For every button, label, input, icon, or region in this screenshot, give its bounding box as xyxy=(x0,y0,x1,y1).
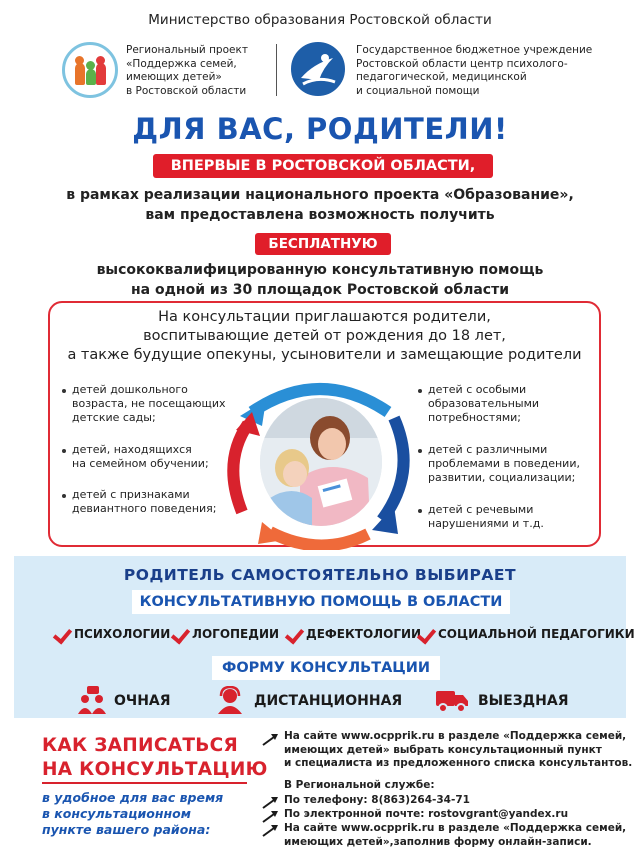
first-in-region-badge: ВПЕРВЫЕ В РОСТОВСКОЙ ОБЛАСТИ, xyxy=(153,154,493,178)
project-line: Региональный проект xyxy=(126,44,248,56)
checkmark-icon xyxy=(286,625,304,641)
signup-heading xyxy=(42,734,268,782)
bullet-text: детей, находящихся xyxy=(72,443,192,456)
free-badge: БЕСПЛАТНУЮ xyxy=(255,233,391,255)
bullet-item-right xyxy=(418,503,588,531)
bullet-text: на семейном обучении; xyxy=(72,457,209,470)
bullet-text: детские сады; xyxy=(72,411,156,424)
family-logo xyxy=(62,42,118,98)
bullet-text: детей с признаками xyxy=(72,488,190,501)
site-line: На сайте www.ocpprik.ru в разделе «Поддержка семей, xyxy=(284,730,627,742)
format-remote: ДИСТАНЦИОННАЯ xyxy=(254,693,403,709)
area-label: ЛОГОПЕДИИ xyxy=(192,627,280,641)
area-speech-therapy xyxy=(172,623,279,645)
bullet-text: потребностями; xyxy=(428,411,522,424)
site-line: и специалиста из предложенного списка консультантов. xyxy=(284,757,633,769)
center-logo xyxy=(291,42,345,96)
online-form-instructions xyxy=(284,822,626,849)
checkmark-icon xyxy=(418,625,436,641)
area-psychology xyxy=(54,623,170,645)
site-line: На сайте www.ocpprik.ru в разделе «Поддержка семей, xyxy=(284,822,627,834)
invite-line: На консультации приглашаются родители, xyxy=(158,309,491,325)
signup-underline xyxy=(42,782,247,784)
arrow-icon xyxy=(262,811,278,823)
bullet-item-left xyxy=(62,383,232,425)
arrow-icon xyxy=(262,734,278,746)
headset-operator-icon xyxy=(216,686,244,714)
institution-line: Государственное бюджетное учреждение xyxy=(356,44,593,56)
arrow-icon xyxy=(262,797,278,809)
format-on-site: ВЫЕЗДНАЯ xyxy=(478,693,569,709)
institution-line: и социальной помощи xyxy=(356,84,480,97)
arrow-icon xyxy=(262,825,278,837)
area-label: ДЕФЕКТОЛОГИИ xyxy=(306,627,422,641)
intro-line: в рамках реализации национального проекта «Образование», xyxy=(66,187,574,203)
institution-name xyxy=(356,44,616,98)
bullet-text: детей с различными xyxy=(428,443,548,456)
ministry-title: Министерство образования Ростовской области xyxy=(148,12,492,28)
bullet-text: детей дошкольного xyxy=(72,383,188,396)
van-icon xyxy=(436,686,464,714)
format-in-person: ОЧНАЯ xyxy=(114,693,171,709)
photo-circle xyxy=(260,398,382,526)
help-line: высококвалифицированную консультативную помощь xyxy=(96,262,544,278)
site-line: имеющих детей»,заполнив форму онлайн-записи. xyxy=(284,835,592,848)
institution-line: Ростовской области центр психолого- xyxy=(356,57,568,70)
bullet-item-left xyxy=(62,443,232,471)
help-line: на одной из 30 площадок Ростовской области xyxy=(130,282,510,298)
checkmark-icon xyxy=(172,625,190,641)
signup-note-line: в удобное для вас время xyxy=(42,790,224,805)
signup-heading-line: КАК ЗАПИСАТЬСЯ xyxy=(42,735,239,756)
signup-note-line: в консультационном xyxy=(42,806,191,821)
bullet-text: нарушениями и т.д. xyxy=(428,517,544,530)
bullet-item-left xyxy=(62,488,232,516)
project-line: имеющих детей» xyxy=(126,71,222,83)
bullet-item-right xyxy=(418,383,588,425)
header-divider xyxy=(276,44,277,96)
help-area-box: КОНСУЛЬТАТИВНУЮ ПОМОЩЬ В ОБЛАСТИ xyxy=(132,590,510,614)
email-contact[interactable]: По электронной почте: rostovgrant@yandex.ru xyxy=(284,808,569,820)
signup-heading-line: НА КОНСУЛЬТАЦИЮ xyxy=(42,759,268,780)
area-defectology xyxy=(286,623,421,645)
mother-child-illustration xyxy=(222,372,418,550)
people-icon xyxy=(78,686,106,714)
bullet-text: образовательными xyxy=(428,397,540,410)
choice-title: РОДИТЕЛЬ САМОСТОЯТЕЛЬНО ВЫБИРАЕТ xyxy=(123,566,517,584)
page-title: ДЛЯ ВАС, РОДИТЕЛИ! xyxy=(132,112,508,146)
project-line: «Поддержка семей, xyxy=(126,57,237,70)
invite-line: воспитывающие детей от рождения до 18 лет, xyxy=(143,328,506,344)
area-label: ПСИХОЛОГИИ xyxy=(74,627,171,641)
signup-note xyxy=(42,790,223,838)
consultation-form-box: ФОРМУ КОНСУЛЬТАЦИИ xyxy=(212,656,440,680)
bullet-item-right xyxy=(418,443,588,485)
bullet-text: проблемами в поведении, xyxy=(428,457,580,470)
checkmark-icon xyxy=(54,625,72,641)
area-social-pedagogy xyxy=(418,623,635,645)
bullet-text: развитии, социализации; xyxy=(428,471,576,484)
phone-contact[interactable]: По телефону: 8(863)264-34-71 xyxy=(284,794,470,806)
signup-note-line: пункте вашего района: xyxy=(42,822,211,837)
invite-line: а также будущие опекуны, усыновители и замещающие родители xyxy=(67,347,582,363)
regional-service-label: В Региональной службе: xyxy=(284,779,435,791)
area-label: СОЦИАЛЬНОЙ ПЕДАГОГИКИ xyxy=(438,627,635,641)
bullet-text: детей с особыми xyxy=(428,383,527,396)
bullet-text: детей с речевыми xyxy=(428,503,534,516)
bullet-text: девиантного поведения; xyxy=(72,502,217,515)
project-line: в Ростовской области xyxy=(126,84,247,97)
intro-line: вам предоставлена возможность получить xyxy=(145,207,495,223)
bullet-text: возраста, не посещающих xyxy=(72,397,226,410)
site-signup-instructions xyxy=(284,730,632,771)
site-line: имеющих детей» выбрать консультационный пункт xyxy=(284,743,602,756)
regional-project-name xyxy=(126,44,266,98)
institution-line: педагогической, медицинской xyxy=(356,71,527,83)
